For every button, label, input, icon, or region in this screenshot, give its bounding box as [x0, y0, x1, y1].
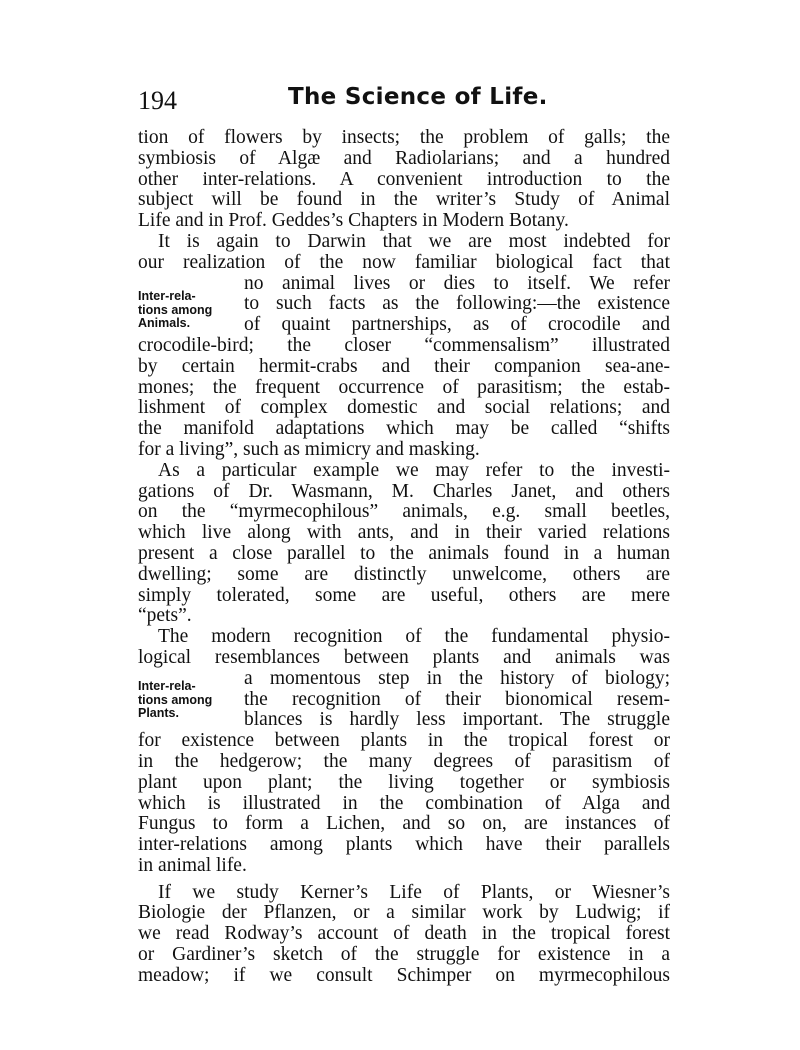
text-line: Fungus to form a Lichen, and so on, are instances of	[138, 813, 670, 835]
text-line: which is illustrated in the combination of Alga and	[138, 792, 670, 814]
text-line: subject will be found in the writer’s Study of Animal	[138, 189, 670, 211]
margin-note-line: Inter-rela-	[138, 289, 196, 303]
paragraph	[138, 128, 670, 232]
text-line: blances is hardly less important. The struggle	[244, 709, 670, 731]
paragraph	[138, 232, 670, 461]
text-line: As a particular example we may refer to the investi-	[158, 459, 670, 481]
text-line: or Gardiner’s sketch of the struggle for existence in a	[138, 944, 670, 966]
text-line: present a close parallel to the animals found in a human	[138, 542, 670, 564]
text-line: in animal life.	[138, 854, 247, 876]
text-line: we read Rodway’s account of death in the tropical forest	[138, 923, 670, 945]
text-line: meadow; if we consult Schimper on myrmecophilous	[138, 964, 670, 986]
text-line: symbiosis of Algæ and Radiolarians; and a hundred	[138, 147, 670, 169]
page-header	[138, 82, 670, 118]
text-line: no animal lives or dies to itself. We refer	[244, 272, 670, 294]
paragraph	[138, 883, 670, 987]
text-line: The modern recognition of the fundamental physio-	[158, 626, 670, 648]
text-line: simply tolerated, some are useful, others are mere	[138, 584, 670, 606]
margin-note-line: tions among	[138, 692, 213, 707]
text-line: It is again to Darwin that we are most indebted for	[158, 230, 670, 252]
text-line: for existence between plants in the tropical forest or	[138, 730, 670, 752]
text-line: a momentous step in the history of biology;	[244, 667, 670, 689]
text-line: logical resemblances between plants and animals was	[138, 646, 670, 668]
text-line: If we study Kerner’s Life of Plants, or Wiesner’s	[158, 881, 670, 903]
text-line: Life and in Prof. Geddes’s Chapters in Modern Botany.	[138, 210, 569, 232]
text-line: of quaint partnerships, as of crocodile and	[244, 314, 670, 336]
margin-note-line: Inter-rela-	[138, 679, 196, 693]
text-line: dwelling; some are distinctly unwelcome, others are	[138, 563, 670, 585]
text-line: to such facts as the following:—the existence	[244, 293, 670, 315]
margin-note-line: Animals.	[138, 316, 191, 330]
text-line: for a living”, such as mimicry and masking.	[138, 438, 480, 460]
text-line: inter-relations among plants which have their parallels	[138, 834, 670, 856]
margin-note-line: tions among	[138, 302, 213, 317]
text-line: mones; the frequent occurrence of parasitism; the estab-	[138, 376, 670, 398]
text-line: tion of flowers by insects; the problem of galls; the	[138, 127, 670, 148]
text-line: by certain hermit-crabs and their companion sea-ane-	[138, 355, 670, 377]
body-text	[138, 128, 670, 987]
text-line: other inter-relations. A convenient introduction to the	[138, 168, 670, 190]
text-line: gations of Dr. Wasmann, M. Charles Janet, and others	[138, 480, 670, 502]
text-line: plant upon plant; the living together or symbiosis	[138, 771, 670, 793]
text-line: “pets”.	[138, 605, 192, 627]
running-title: The Science of Life.	[288, 84, 548, 110]
text-line: our realization of the now familiar biological fact that	[138, 251, 670, 273]
text-line: lishment of complex domestic and social relations; and	[138, 397, 670, 419]
text-line: the manifold adaptations which may be called “shifts	[138, 418, 670, 440]
paragraph	[138, 461, 670, 627]
text-line: in the hedgerow; the many degrees of parasitism of	[138, 750, 670, 772]
text-line: crocodile-bird; the closer “commensalism” illustrated	[138, 334, 670, 356]
text-line: the recognition of their bionomical resem-	[244, 688, 670, 710]
text-line: which live along with ants, and in their varied relations	[138, 522, 670, 544]
paragraph	[138, 627, 670, 877]
page-number: 194	[138, 86, 177, 115]
margin-note-line: Plants.	[138, 706, 179, 720]
text-line: Biologie der Pflanzen, or a similar work by Ludwig; if	[138, 902, 670, 924]
text-line: on the “myrmecophilous” animals, e.g. small beetles,	[138, 501, 670, 523]
